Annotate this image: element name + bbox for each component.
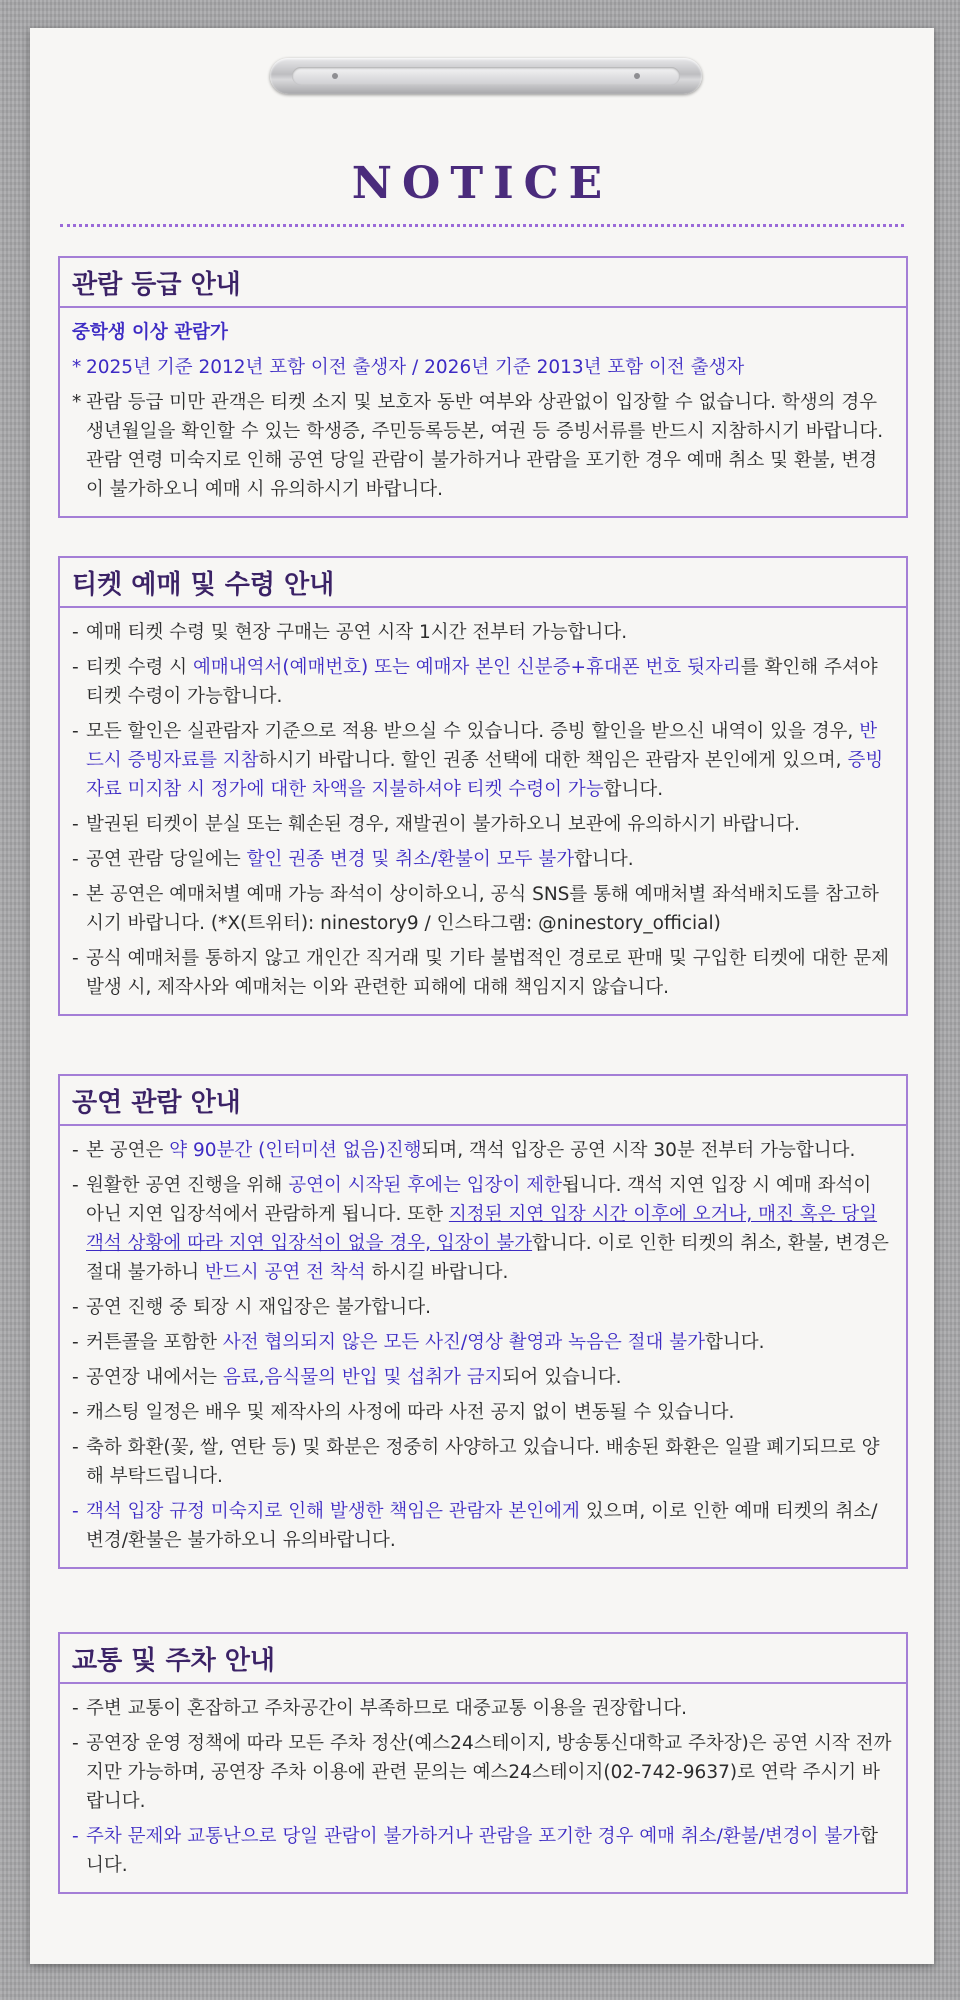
notice-text: 축하 화환(꽃, 쌀, 연탄 등) 및 화분은 정중히 사양하고 있습니다. 배송된 화환은 일괄 폐기되므로 양해 부탁드립니다. xyxy=(86,1437,880,1487)
section-transport xyxy=(58,1632,908,1894)
notice-item xyxy=(72,1398,892,1427)
section-ticket xyxy=(58,556,908,1016)
notice-item xyxy=(72,1328,892,1357)
notice-item xyxy=(72,318,892,347)
bullet-marker: - xyxy=(72,721,79,742)
notice-text: 모든 할인은 실관람자 기준으로 적용 받으실 수 있습니다. 증빙 할인을 받으신 내역이 있을 경우, xyxy=(86,721,860,742)
notice-text: 되어 있습니다. xyxy=(502,1367,622,1388)
bullet-marker: - xyxy=(72,1501,79,1522)
notice-item xyxy=(72,717,892,804)
section-body xyxy=(60,1684,906,1892)
highlighted-text: 반드시 증빙자료를 지참 xyxy=(86,721,878,771)
notice-item xyxy=(72,618,892,647)
notice-text: 하시기 바랍니다. 할인 권종 선택에 대한 책임은 관람자 본인에게 있으며, xyxy=(258,750,848,771)
highlighted-text: 중학생 이상 관람가 xyxy=(72,322,228,343)
dotted-divider xyxy=(60,224,904,227)
highlighted-text: 할인 권종 변경 및 취소/환불이 모두 불가 xyxy=(246,849,575,870)
bullet-marker: - xyxy=(72,948,79,969)
notice-text: 관람 등급 미만 관객은 티켓 소지 및 보호자 동반 여부와 상관없이 입장할 수 없습니다. 학생의 경우 생년월일을 확인할 수 있는 학생증, 주민등록등본, 여권 등 증빙서류를 반드시 지참하시기 바랍니다. 관람 연령 미숙지로 인해 공연 당일 관람이 불가하거나 관람을 포기한 경우 예매 취소 및 환불, 변경이 불가하오니 예매 시 유의하시기 바랍니다. xyxy=(86,392,884,500)
notice-text: 공연 진행 중 퇴장 시 재입장은 불가합니다. xyxy=(86,1297,431,1318)
section-heading: 공연 관람 안내 xyxy=(60,1076,906,1126)
bullet-marker: - xyxy=(72,1297,79,1318)
bullet-marker: * xyxy=(72,357,82,378)
notice-item xyxy=(72,1363,892,1392)
notice-text: 합니다. 이로 인한 티켓의 취소, 환불, 변경은 절대 불가하니 xyxy=(86,1233,889,1283)
highlighted-text: 사전 협의되지 않은 모든 사진/영상 촬영과 녹음은 절대 불가 xyxy=(222,1332,706,1353)
section-heading: 티켓 예매 및 수령 안내 xyxy=(60,558,906,608)
notice-item xyxy=(72,353,892,382)
section-body xyxy=(60,608,906,1014)
bullet-marker: - xyxy=(72,849,79,870)
highlighted-text: 증빙자료 미지참 시 정가에 대한 차액을 지불하셔야 티켓 수령이 가능 xyxy=(86,750,884,800)
bullet-marker: * xyxy=(72,392,82,413)
notice-text: 주변 교통이 혼잡하고 주차공간이 부족하므로 대중교통 이용을 권장합니다. xyxy=(86,1698,688,1719)
paper-clip-graphic xyxy=(270,58,702,94)
notice-text: 됩니다. 객석 지연 입장 시 예매 좌석이 아닌 지연 입장석에서 관람하게 됩니다. 또한 xyxy=(86,1175,872,1225)
notice-text: 를 확인해 주셔야 티켓 수령이 가능합니다. xyxy=(86,657,878,707)
notice-item xyxy=(72,880,892,938)
notice-item xyxy=(72,1694,892,1723)
highlighted-text: 약 90분간 (인터미션 없음)진행 xyxy=(169,1140,422,1161)
highlighted-text: 객석 입장 규정 미숙지로 인해 발생한 책임은 관람자 본인에게 xyxy=(86,1501,580,1522)
notice-item xyxy=(72,653,892,711)
bullet-marker: - xyxy=(72,657,79,678)
section-heading: 관람 등급 안내 xyxy=(60,258,906,308)
notice-item xyxy=(72,1729,892,1816)
section-body xyxy=(60,1126,906,1567)
notice-item xyxy=(72,810,892,839)
notice-item xyxy=(72,944,892,1002)
highlighted-text: 지정된 지연 입장 시간 이후에 오거나, 매진 혹은 당일 객석 상황에 따라 지연 입장석이 없을 경우, 입장이 불가 xyxy=(86,1204,878,1254)
notice-text: 티켓 수령 시 xyxy=(86,657,193,678)
notice-text: 본 공연은 예매처별 예매 가능 좌석이 상이하오니, 공식 SNS를 통해 예매처별 좌석배치도를 참고하시기 바랍니다. (*X(트위터): ninestory9 / 인스타그램: @ninestory_official) xyxy=(86,884,879,934)
bullet-marker: - xyxy=(72,1175,79,1196)
notice-text: 하시길 바랍니다. xyxy=(365,1262,509,1283)
notice-text: 공연 관람 당일에는 xyxy=(86,849,247,870)
notice-text: 커튼콜을 포함한 xyxy=(86,1332,223,1353)
bullet-marker: - xyxy=(72,814,79,835)
bullet-marker: - xyxy=(72,622,79,643)
highlighted-text: 공연이 시작된 후에는 입장이 제한 xyxy=(288,1175,562,1196)
highlighted-text: 반드시 공연 전 착석 xyxy=(205,1262,366,1283)
notice-text: 공연장 내에서는 xyxy=(86,1367,223,1388)
highlighted-text: 음료,음식물의 반입 및 섭취가 금지 xyxy=(222,1367,503,1388)
notice-item xyxy=(72,1136,892,1165)
notice-item xyxy=(72,388,892,504)
notice-item xyxy=(72,1293,892,1322)
bullet-marker: - xyxy=(72,884,79,905)
page-title: NOTICE xyxy=(351,158,613,209)
notice-text: 합니다. xyxy=(705,1332,765,1353)
notice-text: 발권된 티켓이 분실 또는 훼손된 경우, 재발권이 불가하오니 보관에 유의하시기 바랍니다. xyxy=(86,814,800,835)
notice-text: 있으며, 이로 인한 예매 티켓의 취소/변경/환불은 불가하오니 유의바랍니다. xyxy=(86,1501,878,1551)
notice-text: 원활한 공연 진행을 위해 xyxy=(86,1175,289,1196)
notice-text: 본 공연은 xyxy=(86,1140,170,1161)
notice-text: 예매 티켓 수령 및 현장 구매는 공연 시작 1시간 전부터 가능합니다. xyxy=(86,622,628,643)
notice-text: 합니다. xyxy=(86,1826,879,1876)
bullet-marker: - xyxy=(72,1140,79,1161)
highlighted-text: 예매내역서(예매번호) 또는 예매자 본인 신분증+휴대폰 번호 뒷자리 xyxy=(193,657,741,678)
bullet-marker: - xyxy=(72,1698,79,1719)
bullet-marker: - xyxy=(72,1402,79,1423)
notice-text: 공연장 운영 정책에 따라 모든 주차 정산(예스24스테이지, 방송통신대학교 주차장)은 공연 시작 전까지만 가능하며, 공연장 주차 이용에 관련 문의는 예스24스테이지(02-742-9637)로 연락 주시기 바랍니다. xyxy=(86,1733,892,1812)
highlighted-text: 2025년 기준 2012년 포함 이전 출생자 / 2026년 기준 2013년 포함 이전 출생자 xyxy=(86,357,745,378)
section-performance xyxy=(58,1074,908,1569)
bullet-marker: - xyxy=(72,1437,79,1458)
notice-paper xyxy=(30,28,934,1964)
notice-text: 합니다. xyxy=(603,779,664,800)
bullet-marker: - xyxy=(72,1826,79,1847)
bullet-marker: - xyxy=(72,1332,79,1353)
bullet-marker: - xyxy=(72,1367,79,1388)
section-body xyxy=(60,308,906,516)
bullet-marker: - xyxy=(72,1733,79,1754)
notice-text: 캐스팅 일정은 배우 및 제작사의 사정에 따라 사전 공지 없이 변동될 수 있습니다. xyxy=(86,1402,735,1423)
highlighted-text: 주차 문제와 교통난으로 당일 관람이 불가하거나 관람을 포기한 경우 예매 취소/환불/변경이 불가 xyxy=(86,1826,861,1847)
notice-text: 되며, 객석 입장은 공연 시작 30분 전부터 가능합니다. xyxy=(421,1140,856,1161)
section-heading: 교통 및 주차 안내 xyxy=(60,1634,906,1684)
notice-item xyxy=(72,1433,892,1491)
notice-item xyxy=(72,1171,892,1287)
notice-text: 공식 예매처를 통하지 않고 개인간 직거래 및 기타 불법적인 경로로 판매 및 구입한 티켓에 대한 문제 발생 시, 제작사와 예매처는 이와 관련한 피해에 대해 책임지지 않습니다. xyxy=(86,948,890,998)
notice-text: 합니다. xyxy=(574,849,634,870)
section-rating xyxy=(58,256,908,518)
notice-item xyxy=(72,845,892,874)
notice-item xyxy=(72,1822,892,1880)
notice-item xyxy=(72,1497,892,1555)
